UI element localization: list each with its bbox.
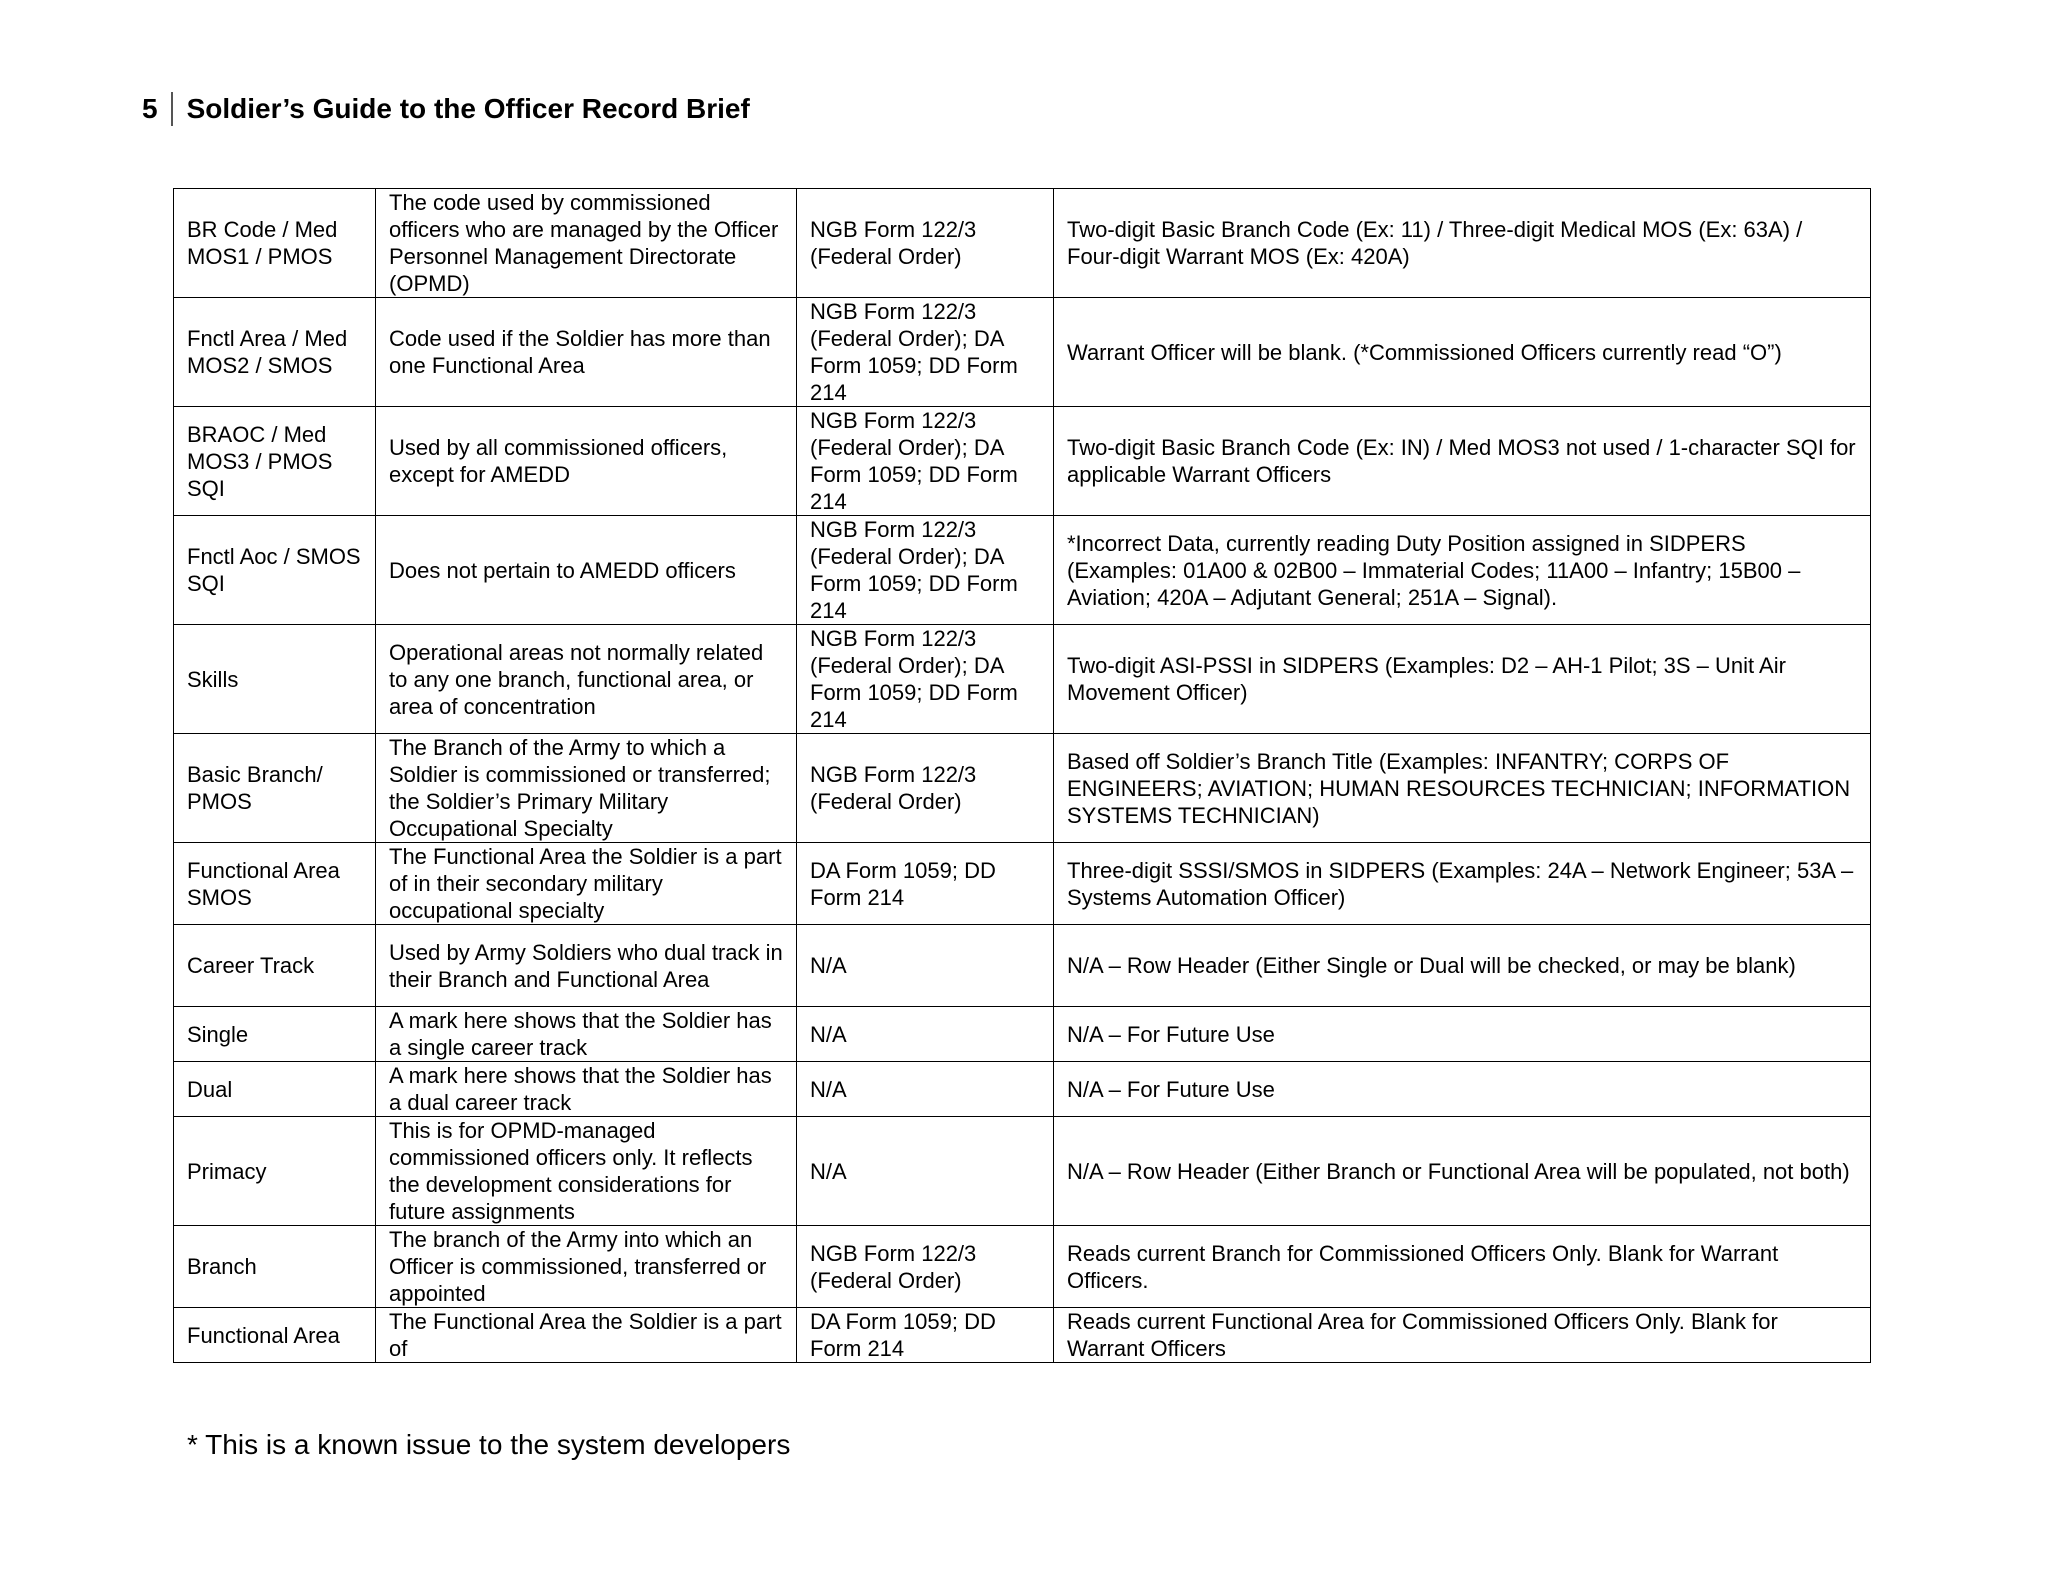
field-name-cell: Career Track: [174, 925, 376, 1007]
source-cell: NGB Form 122/3 (Federal Order): [797, 189, 1054, 298]
notes-cell: Two-digit Basic Branch Code (Ex: 11) / Three-digit Medical MOS (Ex: 63A) / Four-digit Warrant MOS (Ex: 420A): [1054, 189, 1871, 298]
table-row: [174, 189, 1871, 298]
notes-cell: Two-digit ASI-PSSI in SIDPERS (Examples: D2 – AH-1 Pilot; 3S – Unit Air Movement Officer): [1054, 625, 1871, 734]
description-cell: The Functional Area the Soldier is a part of in their secondary military occupational specialty: [376, 843, 797, 925]
field-name-cell: Fnctl Aoc / SMOS SQI: [174, 516, 376, 625]
source-cell: NGB Form 122/3 (Federal Order); DA Form 1059; DD Form 214: [797, 298, 1054, 407]
notes-cell: N/A – Row Header (Either Branch or Functional Area will be populated, not both): [1054, 1117, 1871, 1226]
table-row: [174, 1308, 1871, 1363]
description-cell: The code used by commissioned officers who are managed by the Officer Personnel Management Directorate (OPMD): [376, 189, 797, 298]
source-cell: NGB Form 122/3 (Federal Order); DA Form 1059; DD Form 214: [797, 625, 1054, 734]
footnote: * This is a known issue to the system developers: [187, 1429, 791, 1460]
source-cell: N/A: [797, 1062, 1054, 1117]
description-cell: Operational areas not normally related to any one branch, functional area, or area of concentration: [376, 625, 797, 734]
orb-field-table: [173, 188, 1871, 1363]
page-header: [142, 92, 750, 126]
description-cell: The Functional Area the Soldier is a part of: [376, 1308, 797, 1363]
source-cell: NGB Form 122/3 (Federal Order); DA Form 1059; DD Form 214: [797, 407, 1054, 516]
description-cell: Does not pertain to AMEDD officers: [376, 516, 797, 625]
field-name-cell: Primacy: [174, 1117, 376, 1226]
field-name-cell: Functional Area: [174, 1308, 376, 1363]
notes-cell: Based off Soldier’s Branch Title (Examples: INFANTRY; CORPS OF ENGINEERS; AVIATION; HUMAN RESOURCES TECHNICIAN; INFORMATION SYSTEMS TECHNICIAN): [1054, 734, 1871, 843]
description-cell: The Branch of the Army to which a Soldier is commissioned or transferred; the Soldier’s Primary Military Occupational Specialty: [376, 734, 797, 843]
source-cell: NGB Form 122/3 (Federal Order): [797, 734, 1054, 843]
notes-cell: N/A – For Future Use: [1054, 1007, 1871, 1062]
notes-cell: Three-digit SSSI/SMOS in SIDPERS (Examples: 24A – Network Engineer; 53A – Systems Automation Officer): [1054, 843, 1871, 925]
field-name-cell: BR Code / Med MOS1 / PMOS: [174, 189, 376, 298]
table-row: [174, 1062, 1871, 1117]
source-cell: NGB Form 122/3 (Federal Order); DA Form 1059; DD Form 214: [797, 516, 1054, 625]
page-number: 5: [142, 92, 173, 126]
table-row: [174, 843, 1871, 925]
table-row: [174, 1117, 1871, 1226]
source-cell: N/A: [797, 1007, 1054, 1062]
table-row: [174, 734, 1871, 843]
field-name-cell: Skills: [174, 625, 376, 734]
notes-cell: *Incorrect Data, currently reading Duty Position assigned in SIDPERS (Examples: 01A00 & 02B00 – Immaterial Codes; 11A00 – Infantry; 15B00 – Aviation; 420A – Adjutant General; 251A – Signal).: [1054, 516, 1871, 625]
table-row: [174, 516, 1871, 625]
source-cell: DA Form 1059; DD Form 214: [797, 843, 1054, 925]
description-cell: A mark here shows that the Soldier has a dual career track: [376, 1062, 797, 1117]
notes-cell: Warrant Officer will be blank. (*Commissioned Officers currently read “O”): [1054, 298, 1871, 407]
source-cell: N/A: [797, 1117, 1054, 1226]
field-name-cell: Fnctl Area / Med MOS2 / SMOS: [174, 298, 376, 407]
field-name-cell: Dual: [174, 1062, 376, 1117]
field-name-cell: Branch: [174, 1226, 376, 1308]
description-cell: The branch of the Army into which an Officer is commissioned, transferred or appointed: [376, 1226, 797, 1308]
field-name-cell: Single: [174, 1007, 376, 1062]
table-row: [174, 1007, 1871, 1062]
description-cell: A mark here shows that the Soldier has a single career track: [376, 1007, 797, 1062]
notes-cell: Two-digit Basic Branch Code (Ex: IN) / Med MOS3 not used / 1-character SQI for applicable Warrant Officers: [1054, 407, 1871, 516]
document-title: Soldier’s Guide to the Officer Record Brief: [186, 93, 750, 124]
field-name-cell: Basic Branch/ PMOS: [174, 734, 376, 843]
notes-cell: N/A – Row Header (Either Single or Dual will be checked, or may be blank): [1054, 925, 1871, 1007]
description-cell: Used by Army Soldiers who dual track in their Branch and Functional Area: [376, 925, 797, 1007]
table-row: [174, 1226, 1871, 1308]
source-cell: NGB Form 122/3 (Federal Order): [797, 1226, 1054, 1308]
source-cell: DA Form 1059; DD Form 214: [797, 1308, 1054, 1363]
notes-cell: Reads current Branch for Commissioned Officers Only. Blank for Warrant Officers.: [1054, 1226, 1871, 1308]
field-name-cell: BRAOC / Med MOS3 / PMOS SQI: [174, 407, 376, 516]
notes-cell: Reads current Functional Area for Commissioned Officers Only. Blank for Warrant Officers: [1054, 1308, 1871, 1363]
field-name-cell: Functional Area SMOS: [174, 843, 376, 925]
table-row: [174, 298, 1871, 407]
description-cell: Code used if the Soldier has more than one Functional Area: [376, 298, 797, 407]
table-row: [174, 407, 1871, 516]
table-row: [174, 925, 1871, 1007]
description-cell: This is for OPMD-managed commissioned officers only. It reflects the development considerations for future assignments: [376, 1117, 797, 1226]
source-cell: N/A: [797, 925, 1054, 1007]
notes-cell: N/A – For Future Use: [1054, 1062, 1871, 1117]
description-cell: Used by all commissioned officers, except for AMEDD: [376, 407, 797, 516]
table-row: [174, 625, 1871, 734]
